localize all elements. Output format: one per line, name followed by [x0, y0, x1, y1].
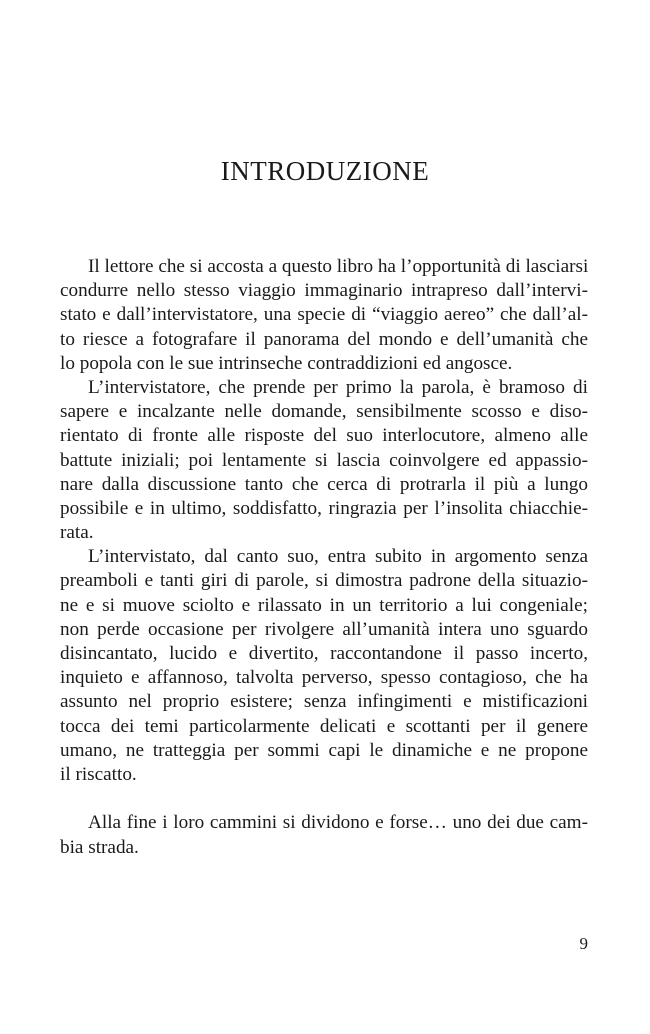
text-line: Alla fine i loro cammini si dividono e forse… uno dei due cam-	[88, 812, 588, 834]
text-line: battute iniziali; poi lentamente si lascia coinvolgere ed appassio-	[60, 449, 588, 471]
text-line: bia strada.	[60, 836, 139, 858]
paragraph	[60, 811, 588, 859]
page-number: 9	[579, 934, 588, 953]
paragraph	[60, 255, 588, 376]
text-line: umano, ne tratteggia per sommi capi le dinamiche e ne propone	[60, 739, 588, 761]
paragraph	[60, 545, 588, 787]
text-line: to riesce a fotografare il panorama del mondo e dell’umanità che	[60, 328, 588, 350]
text-line: inquieto e affannoso, talvolta perverso, spesso contagioso, che ha	[60, 667, 588, 689]
text-line: nare dalla discussione tanto che cerca di protrarla il più a lungo	[60, 473, 588, 495]
text-line: stato e dall’intervistatore, una specie di “viaggio aereo” che dall’al-	[60, 304, 588, 326]
text-line: non perde occasione per rivolgere all’umanità intera uno sguardo	[60, 618, 588, 640]
text-line: possibile e in ultimo, soddisfatto, ringrazia per l’insolita chiacchie-	[60, 497, 588, 519]
paragraph	[60, 376, 588, 545]
text-line: rata.	[60, 522, 94, 544]
text-line: Il lettore che si accosta a questo libro ha l’opportunità di lasciarsi	[88, 256, 589, 277]
paragraph-spacer	[60, 787, 588, 811]
text-line: condurre nello stesso viaggio immaginario intrapreso dall’intervi-	[60, 280, 588, 302]
text-line: assunto nel proprio esistere; senza infingimenti e mistificazioni	[60, 691, 588, 713]
text-line: L’intervistato, dal canto suo, entra subito in argomento senza	[88, 546, 588, 568]
text-line: rientato di fronte alle risposte del suo interlocutore, almeno alle	[60, 425, 588, 447]
text-line: lo popola con le sue intrinseche contraddizioni ed angosce.	[60, 352, 513, 374]
text-line: disincantato, lucido e divertito, raccontandone il passo incerto,	[60, 643, 588, 664]
text-line: preamboli e tanti giri di parole, si dimostra padrone della situazio-	[60, 570, 588, 592]
text-line: tocca dei temi particolarmente delicati e scottanti per il genere	[60, 715, 588, 737]
text-line: L’intervistatore, che prende per primo la parola, è bramoso di	[88, 376, 588, 398]
body-text	[60, 255, 588, 860]
text-line: il riscatto.	[60, 763, 137, 785]
chapter-heading: INTRODUZIONE	[220, 156, 430, 186]
text-line: sapere e incalzante nelle domande, sensibilmente scosso e diso-	[60, 401, 588, 423]
text-line: ne e si muove sciolto e rilassato in un territorio a lui congeniale;	[60, 594, 588, 616]
